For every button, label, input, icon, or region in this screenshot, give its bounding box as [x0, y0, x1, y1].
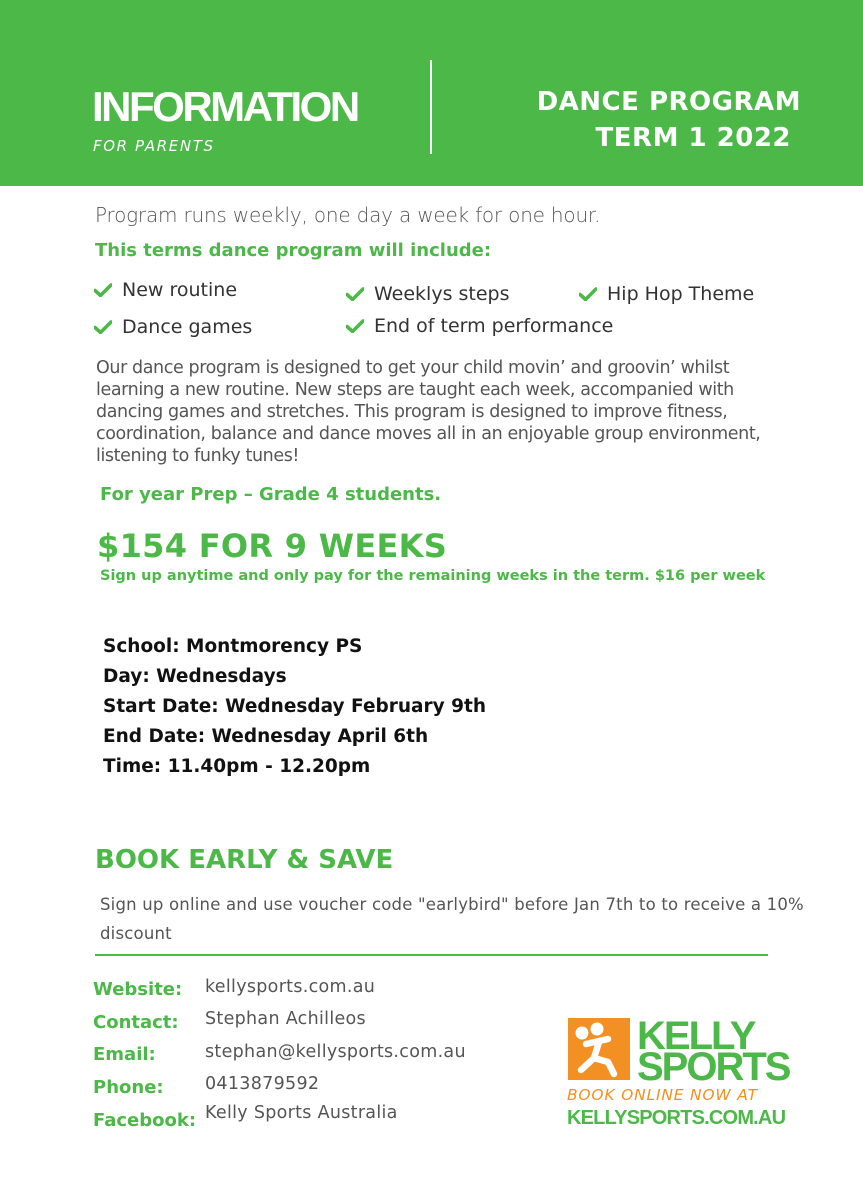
logo-word-kelly: KELLY: [637, 1014, 755, 1058]
phone-label: Phone:: [93, 1077, 164, 1098]
detail-time: Time: 11.40pm - 12.20pm: [103, 756, 371, 777]
header-divider: [430, 60, 432, 154]
program-details: [103, 632, 486, 782]
detail-start-date: Start Date: Wednesday February 9th: [103, 696, 487, 717]
runner-icon: [568, 1018, 630, 1080]
email-label: Email:: [93, 1044, 156, 1065]
email-value[interactable]: stephan@kellysports.com.au: [205, 1042, 466, 1062]
facebook-value[interactable]: Kelly Sports Australia: [205, 1103, 398, 1123]
book-early-heading: BOOK EARLY & SAVE: [95, 845, 394, 875]
program-title-line1: DANCE PROGRAM: [536, 87, 801, 117]
check-icon: [346, 319, 364, 333]
facebook-label: Facebook:: [93, 1110, 197, 1131]
signup-note: Sign up anytime and only pay for the remaining weeks in the term. $16 per week: [100, 568, 766, 584]
detail-school: School: Montmorency PS: [103, 636, 363, 657]
feature-item: [94, 279, 237, 301]
feature-item: [346, 315, 613, 337]
feature-item: [94, 316, 252, 338]
check-icon: [346, 287, 364, 301]
price-heading: $154 FOR 9 WEEKS: [97, 527, 448, 565]
program-title: [537, 84, 801, 156]
program-description: Our dance program is designed to get your child movin’ and groovin’ whilst learning a new routine. New steps are taught each week, accompanied with dancing games and stretches. This program is designed to improve fitness, coordination, balance and dance moves all in an enjoyable group environment, listening to funky tunes!: [96, 358, 761, 466]
section-divider: [95, 954, 768, 956]
program-lead: Program runs weekly, one day a week for one hour.: [95, 203, 601, 227]
feature-item: [579, 283, 754, 305]
feature-label: Hip Hop Theme: [607, 283, 755, 305]
website-label: Website:: [93, 979, 183, 1000]
logo-url[interactable]: KELLYSPORTS.COM.AU: [567, 1107, 786, 1129]
check-icon: [94, 320, 112, 334]
include-heading: This terms dance program will include:: [95, 240, 492, 261]
feature-label: New routine: [122, 279, 238, 301]
check-icon: [579, 287, 597, 301]
program-title-line2: TERM 1 2022: [595, 123, 791, 153]
feature-label: End of term performance: [374, 315, 614, 337]
header-banner: [0, 0, 863, 186]
book-early-text: Sign up online and use voucher code "earlybird" before Jan 7th to to receive a 10% discount: [100, 895, 804, 943]
feature-label: Dance games: [122, 316, 253, 338]
website-value[interactable]: kellysports.com.au: [205, 977, 376, 997]
feature-label: Weeklys steps: [374, 283, 510, 305]
contact-label: Contact:: [93, 1012, 179, 1033]
check-icon: [94, 283, 112, 297]
detail-day: Day: Wednesdays: [103, 666, 287, 687]
feature-item: [346, 283, 510, 305]
logo-tagline: BOOK ONLINE NOW AT: [567, 1086, 758, 1104]
detail-end-date: End Date: Wednesday April 6th: [103, 726, 429, 747]
info-title: INFORMATION: [92, 83, 358, 130]
eligibility-text: For year Prep – Grade 4 students.: [100, 484, 442, 505]
logo-word-sports: SPORTS: [637, 1045, 790, 1089]
phone-value[interactable]: 0413879592: [205, 1074, 320, 1094]
contact-value: Stephan Achilleos: [205, 1009, 366, 1029]
info-subtitle: FOR PARENTS: [93, 137, 215, 155]
